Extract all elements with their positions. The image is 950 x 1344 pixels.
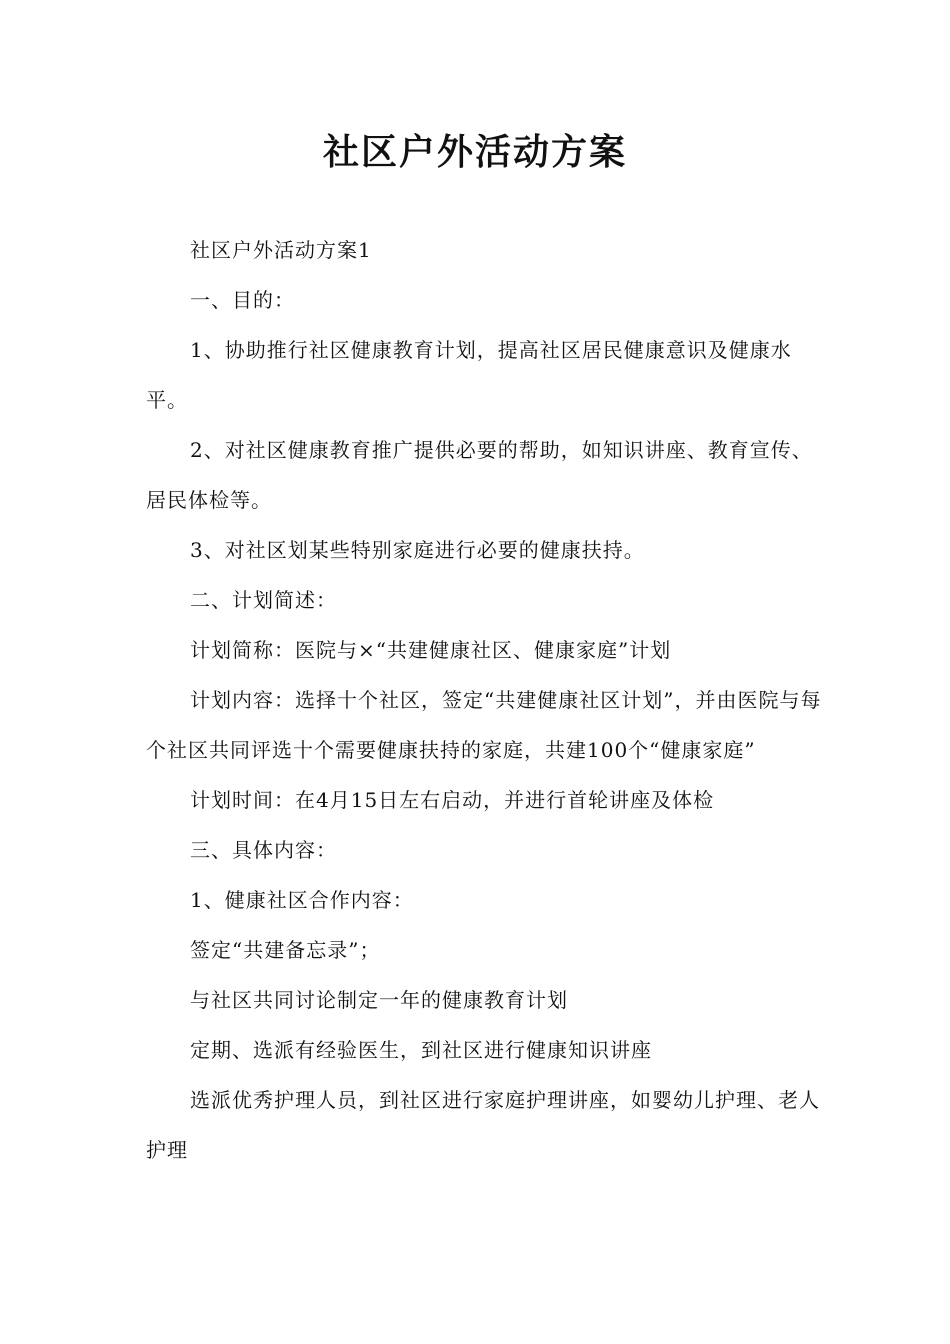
- section-heading-purpose: 一、目的：: [190, 288, 295, 312]
- section-heading-details: 三、具体内容：: [190, 838, 337, 862]
- section-heading-overview: 二、计划简述：: [190, 588, 337, 612]
- purpose-item-2: 2、对社区健康教育推广提供必要的帮助，如知识讲座、教育宣传、居民体检等。: [146, 438, 813, 512]
- details-line-plan: 与社区共同讨论制定一年的健康教育计划: [190, 988, 568, 1012]
- plan-short-name: 计划简称：医院与×“共建健康社区、健康家庭”计划: [190, 638, 672, 662]
- plan-content: 计划内容：选择十个社区，签定“共建健康社区计划”，并由医院与每个社区共同评选十个需要健康扶持的家庭，共建100个“健康家庭”: [146, 688, 822, 762]
- details-line-nursing: 选派优秀护理人员，到社区进行家庭护理讲座，如婴幼儿护理、老人护理: [146, 1088, 820, 1162]
- details-item-1: 1、健康社区合作内容：: [190, 888, 414, 912]
- document-body: [146, 225, 826, 1175]
- subtitle-paragraph: 社区户外活动方案1: [190, 238, 372, 262]
- details-line-lectures: 定期、选派有经验医生，到社区进行健康知识讲座: [190, 1038, 652, 1062]
- document-title: 社区户外活动方案: [322, 132, 627, 173]
- plan-time: 计划时间：在4月15日左右启动，并进行首轮讲座及体检: [190, 788, 715, 812]
- purpose-item-3: 3、对社区划某些特别家庭进行必要的健康扶持。: [190, 538, 645, 562]
- purpose-item-1: 1、协助推行社区健康教育计划，提高社区居民健康意识及健康水平。: [146, 338, 792, 412]
- details-line-memo: 签定“共建备忘录”；: [190, 938, 381, 962]
